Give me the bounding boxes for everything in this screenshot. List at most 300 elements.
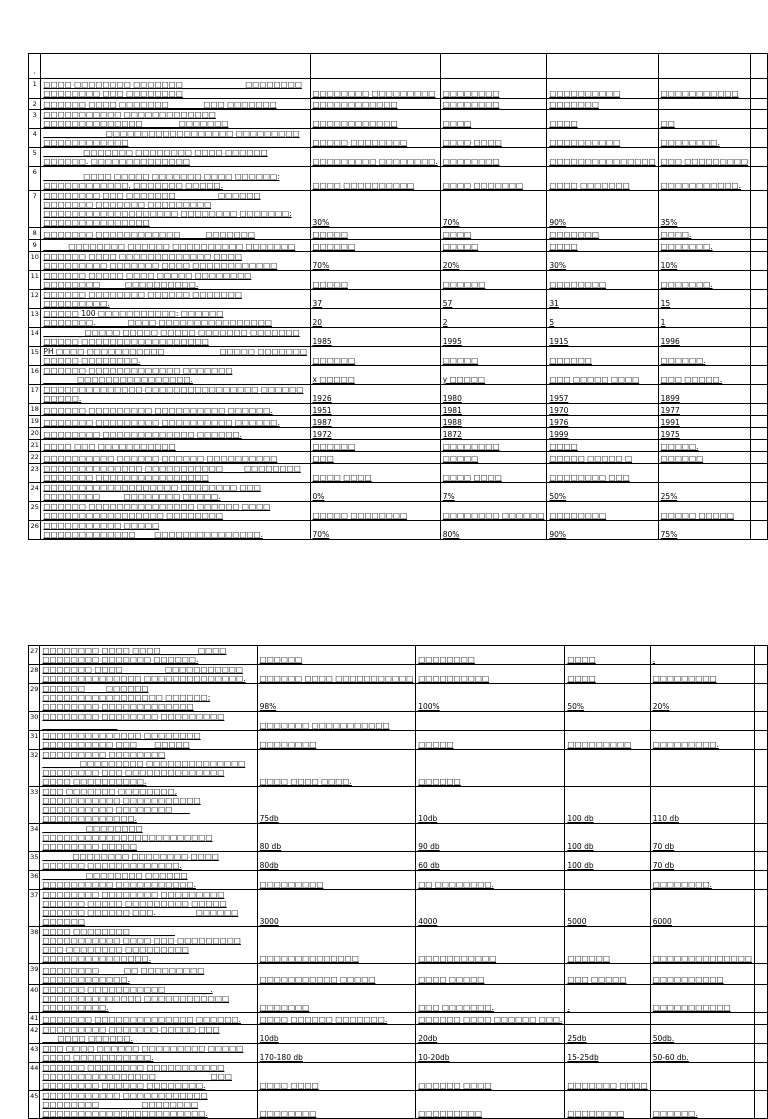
option-d: □□□□□□□□□□□. (658, 167, 750, 191)
option-c: □□□□□ □□□□□ □ (547, 452, 658, 464)
blank-cell (751, 191, 768, 228)
question-text: ________________ □□□□□□□□□□□□□□□□□□ □□□□□□□□□ □□□□□□□□□□□□ (41, 129, 310, 148)
table-row (29, 416, 768, 428)
option-c: □□□□□□□□ □□□ (547, 464, 658, 483)
question-number: 40 (29, 985, 40, 1013)
option-b: 1872 (440, 428, 547, 440)
option-c (565, 1013, 650, 1025)
option-d (650, 1013, 754, 1025)
option-a: □□□□□□ (310, 240, 440, 252)
blank-cell (751, 99, 768, 110)
table-row (29, 927, 768, 964)
option-d: □□□ □□□□□□□□□ (658, 148, 750, 167)
option-b: 1980 (440, 385, 547, 404)
question-text: □□□□□□□□□□ □□□□□□ □□□□□□ □□□□□□□□□□ (41, 452, 310, 464)
question-text: □□□□□□□□ □□□□□□□□□□□□□ □□□□□□. (41, 428, 310, 440)
header-row (29, 54, 768, 79)
question-text: □□□□□□□ □□□□□□□□□□□□□□ □□□□□□. (40, 1013, 257, 1025)
option-c: □□□□ (547, 440, 658, 452)
option-d (650, 750, 754, 787)
blank-cell (751, 240, 768, 252)
question-number: 14 (29, 328, 41, 347)
blank-cell (754, 665, 767, 684)
table-row (29, 240, 768, 252)
question-text: □□□□□□ □□□□ □□□□□□□□□□□□□ □□□□ □□□□□□□□□ □□□□□□□ □□□□ □□□□□□□□□□□□ (41, 252, 310, 271)
blank-cell (754, 985, 767, 1013)
option-c: □□□□ (547, 240, 658, 252)
option-b: 100% (416, 684, 565, 712)
option-a: □□□□□□□□□□□□□□ (257, 927, 416, 964)
question-text: □□□□□□□□□□□ □□□□□ □□□□□□□□□□□□□_____□□□□□□□□□□□□□□□. (41, 521, 310, 540)
option-d (650, 712, 754, 731)
blank-cell (754, 1044, 767, 1063)
header-mark: · (29, 54, 41, 79)
question-number: 37 (29, 890, 40, 927)
question-number: 1 (29, 79, 41, 99)
option-c: 1957 (547, 385, 658, 404)
option-a: 80 db (257, 824, 416, 852)
option-a: □□□□□□ □□□□ □□□□□□□□□□□ (257, 665, 416, 684)
blank-cell (751, 309, 768, 328)
question-text: □□□□□□ □□□□□□□□ □□□□□□□□□□□ □□□□□□□□□□□□□□□□______________ □□□ □□□□□□□□ □□□□□□ □□□□□□□□. (40, 1063, 257, 1091)
question-number: 2 (29, 99, 41, 110)
option-a: 20 (310, 309, 440, 328)
question-number: 31 (29, 731, 40, 750)
option-c: □□□□ □□□□□□□ (547, 167, 658, 191)
question-number: 26 (29, 521, 41, 540)
question-number: 10 (29, 252, 41, 271)
option-a: □□□□□□□ (257, 985, 416, 1013)
option-d: 75% (658, 521, 750, 540)
question-text: PH □□□□ □□□□□□□□□□□ ______________□□□□□ □□□□□□□ □□□□□ □□□□□□□□. (41, 347, 310, 366)
option-c: □□□□□□□□ (547, 271, 658, 290)
option-c: □□□□ (565, 665, 650, 684)
question-number: 33 (29, 787, 40, 824)
option-d: □□□□□□. (650, 1091, 754, 1119)
option-a: □□□□ □□□□□□□□□□ (310, 167, 440, 191)
question-number: 19 (29, 416, 41, 428)
option-a: 1985 (310, 328, 440, 347)
option-b: 1988 (440, 416, 547, 428)
question-text: □□□□ □□□□□□□□ □□□□□□□ ________________□□□□□□□□ □□□□□□□□ □□□ □□□□□□□□ (41, 79, 310, 99)
question-number: 16 (29, 366, 41, 385)
question-text: □□□□□□ □□□□□□□□□□□____________. □□□□□□□□□□□□□□ □□□□□□□□□□□□ □□□□□□□□□. (40, 985, 257, 1013)
option-c: 50% (565, 684, 650, 712)
blank-cell (754, 1025, 767, 1044)
table-row (29, 787, 768, 824)
option-c: □□□□□□□□□ (565, 731, 650, 750)
question-text: □□□□□□□□□□□□□□ □□□□□□□□□□□ _____□□□□□□□□ □□□□□□□ □□□□□□□□□□□□□□□□ (41, 464, 310, 483)
option-a: □□□□ □□□□ (257, 1063, 416, 1091)
table-row (29, 750, 768, 787)
blank-cell (754, 852, 767, 871)
option-d: □□□□□□□□□ (650, 665, 754, 684)
option-a: □□□□□□□ □□□□□□□□□□□ (257, 712, 416, 731)
option-a: 0% (310, 483, 440, 502)
option-a: □□□□□□□□ (257, 731, 416, 750)
option-a: 1987 (310, 416, 440, 428)
question-number: 5 (29, 148, 41, 167)
question-text: ______ □□□□□□□□ □□□□□□ □□□□□□□□□□ □□□□□□□ (41, 240, 310, 252)
option-b: 57 (440, 290, 547, 309)
question-text: □□□□□□ □□□□ □□□□□□□ ________ □□□ □□□□□□□ (41, 99, 310, 110)
option-b: □□□□ (440, 110, 547, 129)
option-d: □□□□□□□. (658, 271, 750, 290)
option-d: 10% (658, 252, 750, 271)
option-b: y □□□□□ (440, 366, 547, 385)
option-c: 1999 (547, 428, 658, 440)
option-b: □□□□□ (416, 731, 565, 750)
question-text: ________□□□□□□□□ □□□□□□□□ □□□□ □□□□□□ □□□□□□□□□□□□□. (40, 852, 257, 871)
option-d: □□□□□□□□□□□ (658, 79, 750, 99)
question-table-1 (28, 53, 768, 540)
option-c: 100 db (565, 824, 650, 852)
table-row (29, 228, 768, 240)
option-d: □□□ □□□□□. (658, 366, 750, 385)
option-d: □□□□□□□. (658, 240, 750, 252)
option-d: □□□□. (658, 228, 750, 240)
option-d: □□□□□□□□. (658, 129, 750, 148)
option-a: □□□□□□ (257, 646, 416, 665)
option-a: □□□□□ □□□□□□□□ (310, 502, 440, 521)
question-text: □□□□□□□□ □□□ □□□□□□□ __________ □□□□□□ □□□□□□□ □□□□□□□ □□□□□□□□□ □□□□□□□□□□□□□□□□□□□ □□□□□□□□ □□□□□□□; □□□□□□□□□□□□□□□ (41, 191, 310, 228)
option-a: □□□□□□□□ (257, 1091, 416, 1119)
question-text: □□□□ □□□□□□□□____________ □□□□□□□□□□□ □□□□ □□□ □□□□□□□□□ □□□ □□□□□□□□ □□□□□□□□□ □□□□□□□□□□□□□□□. (40, 927, 257, 964)
option-c: 1915 (547, 328, 658, 347)
option-c: 100 db (565, 787, 650, 824)
question-number: 8 (29, 228, 41, 240)
question-number: 9 (29, 240, 41, 252)
question-text: □□□□□ 100 □□□□□□□□□□□: □□□□□□ □□□□□□□.________ □□□□ □□□□□□□□□□□□□□□□ (41, 309, 310, 328)
option-b: □□□□ □□□□ (440, 464, 547, 483)
blank-cell (754, 750, 767, 787)
question-number: 35 (29, 852, 40, 871)
option-b: □□□□□□□□ (416, 646, 565, 665)
table-row (29, 271, 768, 290)
option-b: □□□ □□□□□□□. (416, 985, 565, 1013)
blank-cell (751, 129, 768, 148)
question-text: □□□□□□ □□□□□ □□□□ □□□□□ □□□□□□□□ □□□□□□□□ ______□□□□□□□□□□. (41, 271, 310, 290)
option-c: □□□ □□□□□ □□□□ (547, 366, 658, 385)
option-b: 4000 (416, 890, 565, 927)
option-c: □□□□□□□□ (565, 1091, 650, 1119)
question-number: 32 (29, 750, 40, 787)
blank-cell (751, 502, 768, 521)
option-d: 1 (658, 309, 750, 328)
blank-cell (751, 228, 768, 240)
table-row (29, 129, 768, 148)
option-d: □□□□□□□□□□ (650, 964, 754, 985)
option-b: □□□□□ (440, 347, 547, 366)
table-row (29, 646, 768, 665)
table-row (29, 1025, 768, 1044)
question-text: □□□□□□□□□□□ □□□□□□□□□□□□□ □□□□□□□□□□□□□□ _________□□□□□□□ (41, 110, 310, 129)
blank-cell (751, 452, 768, 464)
option-d: 1899 (658, 385, 750, 404)
table-row (29, 1044, 768, 1063)
option-b: 2 (440, 309, 547, 328)
option-c: 90% (547, 521, 658, 540)
question-text: □□□□ □□□ □□□□□□□□□□□ (41, 440, 310, 452)
blank-cell (751, 271, 768, 290)
option-a: 3000 (257, 890, 416, 927)
option-a: □□□□□□ (310, 440, 440, 452)
table-row (29, 79, 768, 99)
blank-cell (751, 416, 768, 428)
blank-cell (751, 440, 768, 452)
option-b: □□□□□ (440, 240, 547, 252)
blank-cell (751, 252, 768, 271)
option-b: □□□□□□□□ (440, 99, 547, 110)
option-a: 1951 (310, 404, 440, 416)
option-d: □□□□□□□□□□□ (650, 985, 754, 1013)
question-text: □□□□□□□□ □□□□□□□□ □□□□□□□□□ □□□□□□ □□□□□ □□□□□□□□□ □□□□□ □□□□□□ □□□□□□ □□□.__________ □□□□□□ □□□□□□ (40, 890, 257, 927)
blank-cell (754, 871, 767, 890)
option-a: 98% (257, 684, 416, 712)
table-row (29, 483, 768, 502)
option-d: 110 db (650, 787, 754, 824)
option-b: □□□□□□□□ (440, 440, 547, 452)
question-number: 41 (29, 1013, 40, 1025)
option-d: □□□□□□. (658, 347, 750, 366)
option-c: □□□□□□□□□□ (547, 79, 658, 99)
option-d: 6000 (650, 890, 754, 927)
question-number: 24 (29, 483, 41, 502)
option-b: □□□□□ (440, 452, 547, 464)
question-number: 3 (29, 110, 41, 129)
option-d: . (650, 646, 754, 665)
question-text: □□□□□□□□□□□□□□ □□□□□□□□ □□□□□□□□□□ □□□ ____□□□□□ (40, 731, 257, 750)
option-b: □□□□□□□□ (440, 148, 547, 167)
question-number: 29 (29, 684, 40, 712)
option-b: □□□□□□□□ (440, 79, 547, 99)
option-c: 25db (565, 1025, 650, 1044)
blank-cell (754, 1013, 767, 1025)
option-c: □□□□□□□ (547, 228, 658, 240)
option-c: 100 db (565, 852, 650, 871)
blank-cell (751, 79, 768, 99)
option-a: □□□□ □□□□□□ □□□□□□□. (257, 1013, 416, 1025)
option-a: □□□□□□□□□□□ □□□□□ (257, 964, 416, 985)
option-c: 15-25db (565, 1044, 650, 1063)
table-row (29, 712, 768, 731)
option-c: □□□ □□□□□ (565, 964, 650, 985)
question-text: □□□□□□□ □□□□ __________ □□□□□□□□□□□ □□□□□□□□□□□□□□ □□□□□□□□□□□□□□. (40, 665, 257, 684)
question-number: 28 (29, 665, 40, 684)
option-b: 10-20db (416, 1044, 565, 1063)
table-row (29, 684, 768, 712)
blank-cell (754, 964, 767, 985)
table-row (29, 404, 768, 416)
option-b: □□□□ □□□□ (440, 129, 547, 148)
table-row (29, 464, 768, 483)
question-number: 22 (29, 452, 41, 464)
blank-cell (754, 927, 767, 964)
option-a: 37 (310, 290, 440, 309)
blank-cell (754, 890, 767, 927)
question-text: □□□□□□ _____□□□□□□ □□□□□□□□□□□□□□□□□ □□□□□□; □□□□□□□□ □□□□□□□□□□□□□ (40, 684, 257, 712)
option-d (658, 464, 750, 483)
blank-cell (754, 1091, 767, 1119)
option-d: 35% (658, 191, 750, 228)
question-text: □□□□□□□□□□□ □□□□□□□□□□□□ □□□□□□□□ _______ ___□□□□□□□□ □□□□□□□□□□□□□□□□□□□□□□□. (40, 1091, 257, 1119)
question-text: □□□□□□□□□ □□□□□□□□ __________□□□□□□□□□ □□□□□□□□□□□□□□ □□□□□□□□ □□□ □□□□□□□□□□□□□□ □□□□ □□□□□□□□□□. (40, 750, 257, 787)
option-d: □□□□□. (658, 440, 750, 452)
question-text: □□□□□□□□ □□□□ □□□□__________□□□□ □□□□□□□□ □□□□□□□ □□□□□□. (40, 646, 257, 665)
option-a: □□□□ □□□□ (310, 464, 440, 483)
table-row (29, 347, 768, 366)
question-number: 42 (29, 1025, 40, 1044)
question-text: ___________ □□□□□□□□ □□□□□□ □□□□□□□□□□ □□□□□□□□□□□. (40, 871, 257, 890)
option-c: □□□□□□□□□□ (547, 129, 658, 148)
option-d: 1991 (658, 416, 750, 428)
option-b: □□□□□□□□□□□ (416, 927, 565, 964)
option-d: □□□□□□ (658, 452, 750, 464)
option-d: □□□□□□□□□□□□□□ (650, 927, 754, 964)
option-b: □□□□ (440, 228, 547, 240)
question-text: □□□□□□□□□ □□□□□□□ □□□□□ □□□ ____□□□□ □□□□□□. (40, 1025, 257, 1044)
question-number: 21 (29, 440, 41, 452)
option-c: 90% (547, 191, 658, 228)
blank-cell (754, 1063, 767, 1091)
question-text: □□□□□□□ □□□□□□□□□ □□□□□□□□□□ □□□□□□. (41, 416, 310, 428)
option-a: x □□□□□ (310, 366, 440, 385)
option-c: 5000 (565, 890, 650, 927)
option-a: 1926 (310, 385, 440, 404)
option-c: □□□□ (547, 110, 658, 129)
blank-cell (754, 731, 767, 750)
table-row (29, 521, 768, 540)
option-a: □□□□□□□□□□□□ (310, 99, 440, 110)
table-row (29, 328, 768, 347)
question-number: 18 (29, 404, 41, 416)
option-d: □□□□□□□□. (650, 871, 754, 890)
table-row (29, 665, 768, 684)
question-text: □□□□□□ □□□□□□□□□□□□□□□ □□□□□□ □□□□ □□□□□□□□□□□□□□□□□ □□□□□□□□ (41, 502, 310, 521)
option-b: 10db (416, 787, 565, 824)
option-b: 60 db (416, 852, 565, 871)
blank-cell (751, 347, 768, 366)
blank-cell (751, 328, 768, 347)
option-c: 31 (547, 290, 658, 309)
option-b: 20db (416, 1025, 565, 1044)
question-text: □□□□□□ □□□□□□□□□ □□□□□□□□□□ □□□□□□. (41, 404, 310, 416)
table-row (29, 290, 768, 309)
option-a: 30% (310, 191, 440, 228)
option-b: □□□□□□□□□□ (416, 665, 565, 684)
option-d: 1975 (658, 428, 750, 440)
table-row (29, 852, 768, 871)
question-number: 15 (29, 347, 41, 366)
question-number: 13 (29, 309, 41, 328)
option-d (650, 1063, 754, 1091)
blank-cell (751, 464, 768, 483)
option-b: □□□□□□ □□□□ □□□□□□ □□□. (416, 1013, 565, 1025)
option-c (565, 712, 650, 731)
option-b: 1995 (440, 328, 547, 347)
question-number: 36 (29, 871, 40, 890)
option-d: □□□□□□□□□. (650, 731, 754, 750)
option-a: 80db (257, 852, 416, 871)
question-number: 38 (29, 927, 40, 964)
option-b: □□□□ □□□□□ (416, 964, 565, 985)
option-c: □□□□□□□□□□□□□□□ (547, 148, 658, 167)
option-d: □□□□□ □□□□□ (658, 502, 750, 521)
option-c: □□□□□□□ (547, 99, 658, 110)
option-c: □□□□□□□□ (547, 502, 658, 521)
option-a: 10db (257, 1025, 416, 1044)
option-c: 5 (547, 309, 658, 328)
question-text: □□□□□□ □□□□□□□□ □□□□□□ □□□□□□□ □□□□□□□□□. (41, 290, 310, 309)
table-row (29, 871, 768, 890)
table-row (29, 148, 768, 167)
question-number: 30 (29, 712, 40, 731)
option-c (565, 871, 650, 890)
blank-cell (751, 521, 768, 540)
question-table-2 (28, 645, 768, 1119)
blank-cell (754, 712, 767, 731)
option-d: 1996 (658, 328, 750, 347)
option-a: □□□□□□□□□ (257, 871, 416, 890)
table-row (29, 110, 768, 129)
table-row (29, 252, 768, 271)
question-number: 39 (29, 964, 40, 985)
option-a: □□□□ □□□□ □□□□. (257, 750, 416, 787)
question-text: □□□□□□□□ ______□□ □□□□□□□□□ □□□□□□□□□□□□. (40, 964, 257, 985)
question-text: __________ □□□□ □□□□□ □□□□□□□ □□□□ □□□□□□: □□□□□□□□□□□□, □□□□□□□ □□□□□. (41, 167, 310, 191)
question-text: ___________□□□□□ □□□□□ □□□□□ □□□□□□□ □□□□□□□ □□□□□ □□□□□□□□□□□□□□□□□□ (41, 328, 310, 347)
question-number: 27 (29, 646, 40, 665)
option-b: □□□□ □□□□□□□ (440, 167, 547, 191)
option-d: 70 db (650, 824, 754, 852)
option-a: □□□□□□□□□ □□□□□□□□. (310, 148, 440, 167)
option-b: □□□□□□ (440, 271, 547, 290)
option-a: 70% (310, 252, 440, 271)
option-a: 1972 (310, 428, 440, 440)
option-b: □□□□□□□□ □□□□□□ (440, 502, 547, 521)
question-text: □□□□□□ □□□□□□□□□□□□□ □□□□□□□ _________□□□□□□□□□□□□□□□□. (41, 366, 310, 385)
table-row (29, 731, 768, 750)
question-text: □□□ □□□□ □□□□□□ □□□□□□□□□ □□□□□ □□□□ □□□□□□□□□□□. (40, 1044, 257, 1063)
blank-cell (751, 428, 768, 440)
table-row (29, 167, 768, 191)
question-text: □□□ □□□□□□□ □□□□□□□□, □□□□□□□□□□□ □□□□□□□□□□□ □□□□□□□□□□ □□□□□□□□ ____ □□□□□□□□□□□□□. (40, 787, 257, 824)
question-text: __________ □□□□□□□ □□□□□□□□ □□□□ □□□□□□ □□□□□□. □□□□□□□□□□□□□□ (41, 148, 310, 167)
option-a: □□□□□ (310, 271, 440, 290)
question-number: 25 (29, 502, 41, 521)
blank-cell (751, 483, 768, 502)
option-a: □□□□□ □□□□□□□□ (310, 129, 440, 148)
question-number: 23 (29, 464, 41, 483)
option-c: 1976 (547, 416, 658, 428)
question-text: ___________ □□□□□□□□ □□□□□□□□□□□□□□□□□□□□□□□□ □□□□□□□□ □□□□□ (40, 824, 257, 852)
option-b: □□□□□□ □□□□ (416, 1063, 565, 1091)
question-number: 11 (29, 271, 41, 290)
option-c: □□□□□□ (565, 927, 650, 964)
option-c (565, 750, 650, 787)
option-c: 1970 (547, 404, 658, 416)
table-row (29, 502, 768, 521)
table-row (29, 1013, 768, 1025)
option-c: □□□□□□□ □□□□ (565, 1063, 650, 1091)
question-number: 20 (29, 428, 41, 440)
option-b: 1981 (440, 404, 547, 416)
blank-cell (754, 824, 767, 852)
option-a: □□□ (310, 452, 440, 464)
question-number: 34 (29, 824, 40, 852)
blank-cell (751, 148, 768, 167)
option-a: □□□□□□□□□□□□ (310, 110, 440, 129)
